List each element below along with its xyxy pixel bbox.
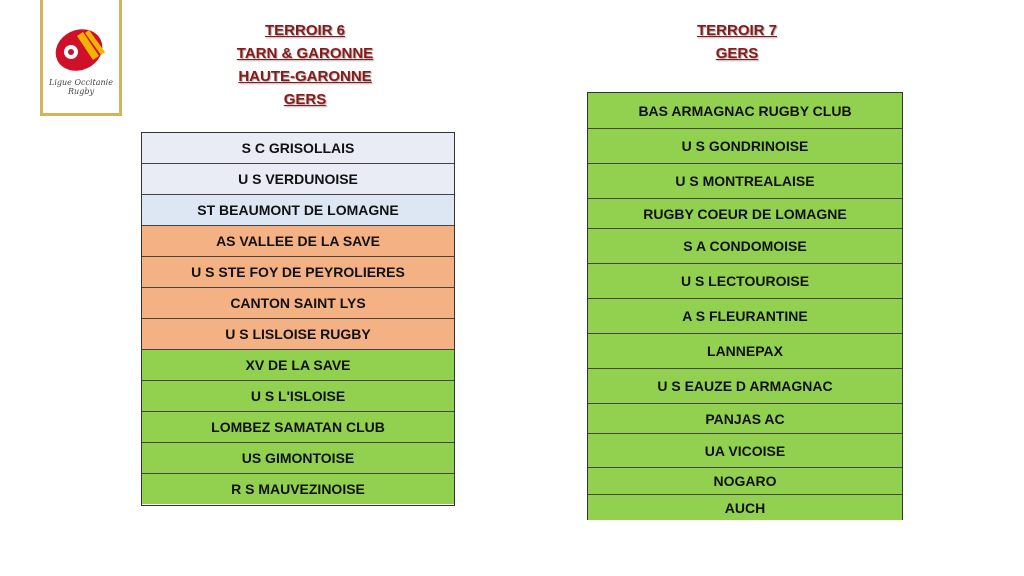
club-row: LANNEPAX: [588, 334, 902, 369]
club-row: R S MAUVEZINOISE: [142, 474, 454, 504]
rugby-ball-logo-icon: [49, 22, 113, 78]
club-row: US GIMONTOISE: [142, 443, 454, 474]
heading-line: TERROIR 7: [696, 22, 777, 39]
heading-line: GERS: [715, 45, 759, 62]
club-row: PANJAS AC: [588, 404, 902, 434]
heading-line: TARN & GARONNE: [236, 45, 374, 62]
club-row: U S MONTREALAISE: [588, 164, 902, 199]
club-row: U S LISLOISE RUGBY: [142, 319, 454, 350]
club-row: CANTON SAINT LYS: [142, 288, 454, 319]
club-row: S A CONDOMOISE: [588, 229, 902, 264]
club-row: RUGBY COEUR DE LOMAGNE: [588, 199, 902, 229]
logo-text: Ligue Occitanie Rugby: [49, 78, 113, 96]
heading-line: HAUTE-GARONNE: [238, 68, 372, 85]
club-row: ST BEAUMONT DE LOMAGNE: [142, 195, 454, 226]
club-row: BAS ARMAGNAC RUGBY CLUB: [588, 93, 902, 129]
club-row: A S FLEURANTINE: [588, 299, 902, 334]
club-row: AUCH: [588, 495, 902, 520]
club-row: U S EAUZE D ARMAGNAC: [588, 369, 902, 404]
heading-line: GERS: [283, 91, 327, 108]
terroir-7-club-table: [587, 92, 903, 520]
club-row: AS VALLEE DE LA SAVE: [142, 226, 454, 257]
ligue-occitanie-logo: [40, 0, 122, 116]
club-row: LOMBEZ SAMATAN CLUB: [142, 412, 454, 443]
club-row: U S GONDRINOISE: [588, 129, 902, 164]
club-row: U S L'ISLOISE: [142, 381, 454, 412]
club-row: U S VERDUNOISE: [142, 164, 454, 195]
club-row: NOGARO: [588, 468, 902, 495]
heading-line: TERROIR 6: [264, 22, 345, 39]
club-row: UA VICOISE: [588, 434, 902, 468]
club-row: U S LECTOUROISE: [588, 264, 902, 299]
terroir-6-heading: [200, 19, 410, 111]
club-row: U S STE FOY DE PEYROLIERES: [142, 257, 454, 288]
club-row: XV DE LA SAVE: [142, 350, 454, 381]
club-row: S C GRISOLLAIS: [142, 133, 454, 164]
terroir-7-heading: [637, 19, 837, 65]
terroir-6-club-table: [141, 132, 455, 506]
